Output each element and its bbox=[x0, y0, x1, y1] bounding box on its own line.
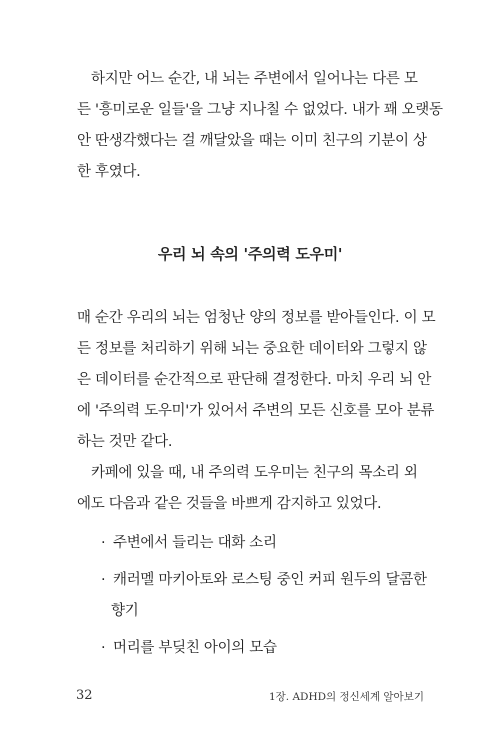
bullet-item-text-continued: 향기 bbox=[111, 603, 139, 619]
bullet-item-text: 캐러멜 마키아토와 로스팅 중인 커피 원두의 달콤한 bbox=[113, 572, 427, 588]
paragraph-3-line-2: 에도 다음과 같은 것들을 바쁘게 감지하고 있었다. bbox=[77, 496, 382, 512]
bullet-item bbox=[101, 565, 431, 627]
paragraph-2-line-1: 매 순간 우리의 뇌는 엄청난 양의 정보를 받아들인다. 이 모 bbox=[77, 310, 436, 326]
bullet-list bbox=[101, 528, 431, 670]
paragraph-2-line-5: 하는 것만 같다. bbox=[77, 434, 173, 450]
paragraph-1-line-1: 하지만 어느 순간, 내 뇌는 주변에서 일어나는 다른 모 bbox=[91, 71, 418, 87]
paragraph-3 bbox=[77, 458, 425, 520]
bullet-marker: · bbox=[101, 640, 106, 656]
page-number: 32 bbox=[76, 688, 93, 703]
bullet-marker: · bbox=[101, 572, 106, 588]
paragraph-1-line-4: 한 후였다. bbox=[77, 164, 141, 180]
running-footer-chapter: 1장. ADHD의 정신세계 알아보기 bbox=[268, 691, 424, 703]
bullet-item-text: 주변에서 들리는 대화 소리 bbox=[113, 535, 277, 551]
paragraph-1-line-2: 든 '흥미로운 일들'을 그냥 지나칠 수 없었다. 내가 꽤 오랫동 bbox=[77, 102, 443, 118]
paragraph-2-line-4: 에 '주의력 도우미'가 있어서 주변의 모든 신호를 모아 분류 bbox=[77, 403, 435, 419]
section-heading: 우리 뇌 속의 '주의력 도우미' bbox=[157, 245, 343, 263]
bullet-marker: · bbox=[101, 535, 106, 551]
bullet-item-text: 머리를 부딪친 아이의 모습 bbox=[113, 640, 277, 656]
paragraph-1-line-3: 안 딴생각했다는 걸 깨달았을 때는 이미 친구의 기분이 상 bbox=[77, 133, 427, 149]
paragraph-2 bbox=[77, 303, 436, 458]
paragraph-3-line-1: 카페에 있을 때, 내 주의력 도우미는 친구의 목소리 외 bbox=[91, 465, 418, 481]
paragraph-1 bbox=[77, 64, 443, 188]
paragraph-2-line-3: 은 데이터를 순간적으로 판단해 결정한다. 마치 우리 뇌 안 bbox=[77, 372, 432, 388]
bullet-item bbox=[101, 528, 431, 559]
bullet-item bbox=[101, 633, 431, 664]
paragraph-2-line-2: 든 정보를 처리하기 위해 뇌는 중요한 데이터와 그렇지 않 bbox=[77, 341, 427, 357]
